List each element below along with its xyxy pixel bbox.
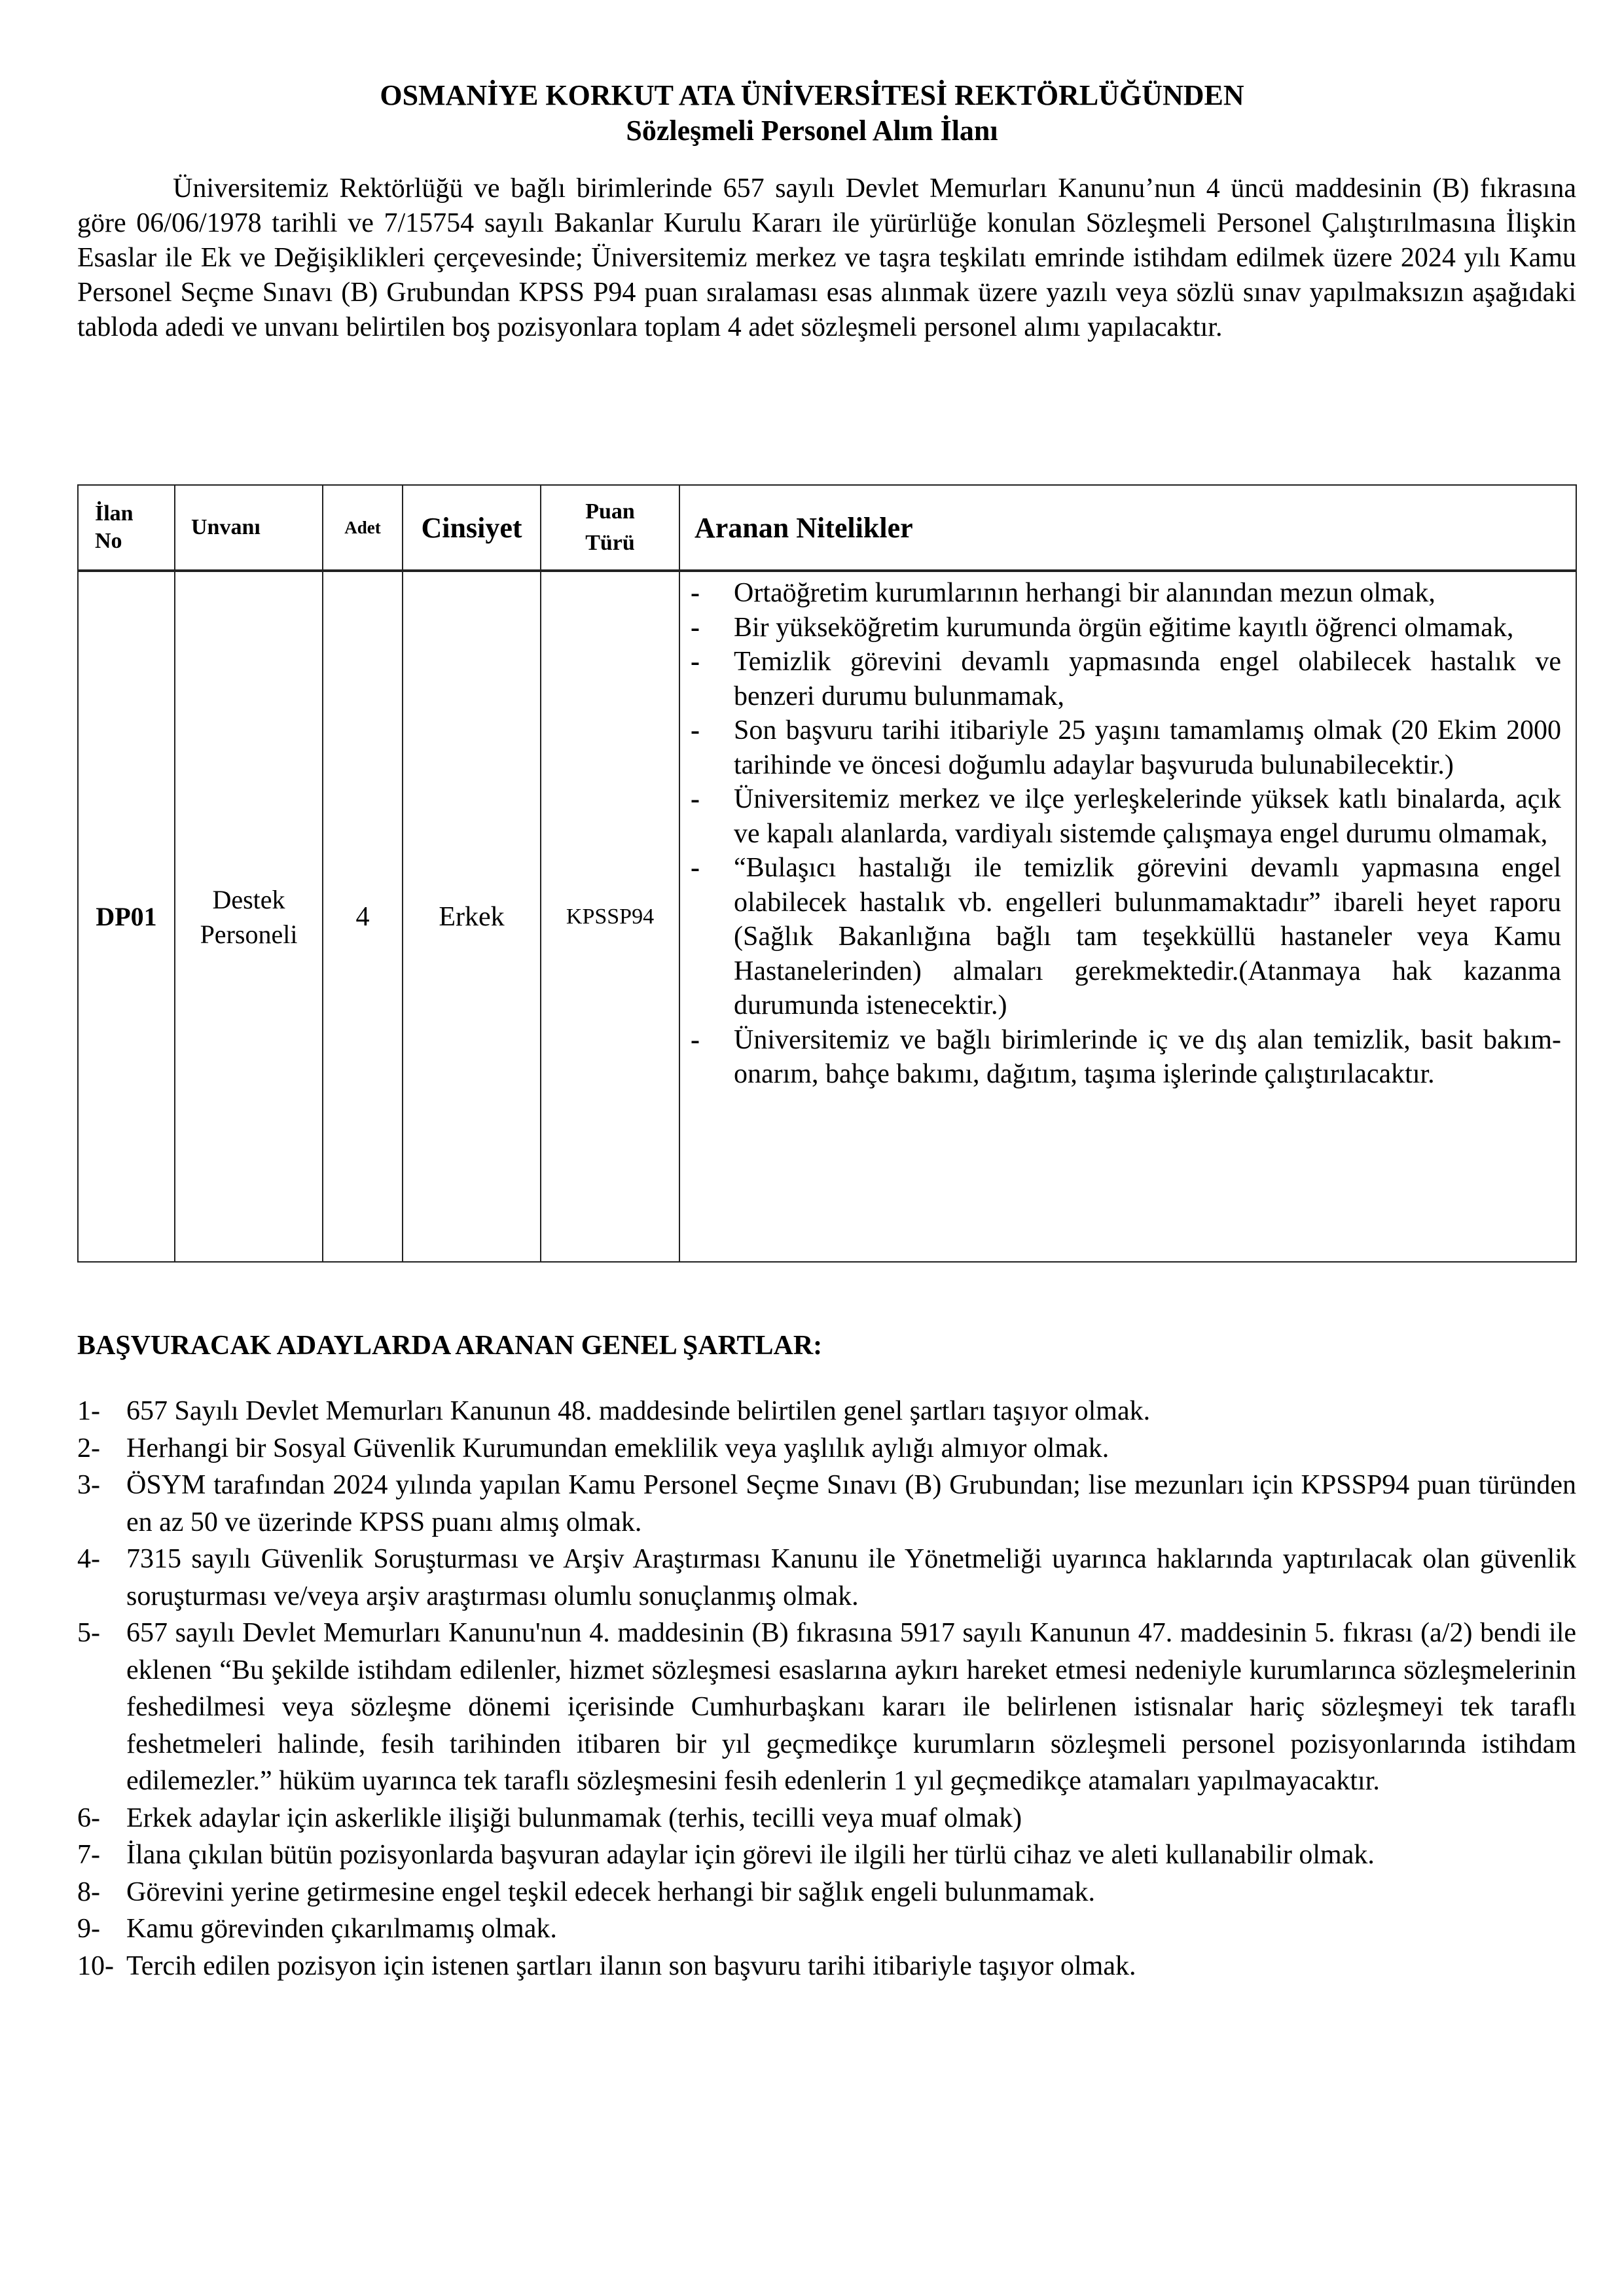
cell-puan-turu: KPSSP94 (541, 571, 679, 1262)
list-item (77, 1874, 1576, 1911)
header-ilan-no-line2: No (95, 529, 122, 553)
list-item (77, 1430, 1576, 1467)
item-number: 4- (77, 1544, 100, 1574)
list-item (691, 713, 1561, 782)
item-number: 10- (77, 1950, 114, 1981)
item-number: 2- (77, 1433, 100, 1463)
list-item (691, 576, 1561, 611)
list-item (77, 1837, 1576, 1874)
requirement-text: Son başvuru tarihi itibariyle 25 yaşını tamamlamış olmak (20 Ekim 2000 tarihinde ve öncesi doğumlu adaylar başvuruda bulunabilecektir.) (734, 715, 1561, 780)
cell-unvan-line2: Personeli (200, 919, 298, 949)
requirement-text: Temizlik görevini devamlı yapmasında engel olabilecek hastalık ve benzeri durumu bulunmamak, (734, 647, 1561, 711)
bullet-dash-icon: - (691, 578, 700, 608)
item-text: Herhangi bir Sosyal Güvenlik Kurumundan emeklilik veya yaşlılık aylığı almıyor olmak. (126, 1433, 1110, 1463)
bullet-dash-icon: - (691, 784, 700, 814)
header-ilan-no (78, 485, 175, 571)
header-unvan: Unvanı (175, 485, 323, 571)
item-text: Tercih edilen pozisyon için istenen şartları ilanın son başvuru tarihi itibariyle taşıyor olmak. (126, 1950, 1136, 1981)
positions-table (77, 484, 1577, 1263)
cell-unvan (175, 571, 323, 1262)
list-item (77, 1393, 1576, 1430)
document-title: OSMANİYE KORKUT ATA ÜNİVERSİTESİ REKTÖRLÜĞÜNDEN (380, 79, 1244, 111)
general-requirements-title: BAŞVURACAK ADAYLARDA ARANAN GENEL ŞARTLAR: (77, 1331, 823, 1361)
general-requirements-list (77, 1393, 1576, 1984)
item-text: Erkek adaylar için askerlikle ilişiği bulunmamak (terhis, tecilli veya muaf olmak) (126, 1803, 1022, 1833)
item-number: 1- (77, 1396, 100, 1426)
table-row (78, 571, 1576, 1262)
cell-aranan-nitelikler (679, 571, 1576, 1262)
header-puan-line1: Puan (585, 499, 635, 524)
bullet-dash-icon: - (691, 1024, 700, 1055)
list-item (77, 1910, 1576, 1948)
requirements-list (691, 576, 1561, 1092)
bullet-dash-icon: - (691, 647, 700, 677)
list-item (77, 1615, 1576, 1800)
item-text: 657 sayılı Devlet Memurları Kanunu'nun 4. maddesinin (B) fıkrasına 5917 sayılı Kanunun 47. maddesinin 5. fıkrası (a/2) bendi ile eklenen “Bu şekilde istihdam edilenler, hizmet sözleşmesi esaslarına aykırı hareket etmesi nedeniyle kurumlarınca sözleşmelerinin feshedilmesi veya sözleşme dönemi içerisinde Cumhurbaşkanı kararı ile belirlenen istisnalar hariç sözleşmeyi tek taraflı feshetmeleri halinde, fesih tarihinden itibaren bir yıl geçmedikçe kurumların sözleşmeli personel pozisyonlarında istihdam edilemezler.” hüküm uyarınca tek taraflı sözleşmesini fesih edenlerin 1 yıl geçmedikçe atamaları yapılmayacaktır. (126, 1618, 1576, 1796)
requirement-text: Üniversitemiz merkez ve ilçe yerleşkelerinde yüksek katlı binalarda, açık ve kapalı alanlarda, vardiyalı sistemde çalışmaya engel durumu olmamak, (734, 784, 1561, 849)
header-adet: Adet (323, 485, 403, 571)
header-cinsiyet: Cinsiyet (403, 485, 541, 571)
list-item (77, 1541, 1576, 1615)
list-item (691, 851, 1561, 1023)
item-text: Görevini yerine getirmesine engel teşkil edecek herhangi bir sağlık engeli bulunmamak. (126, 1876, 1096, 1907)
list-item (77, 1467, 1576, 1541)
item-number: 8- (77, 1876, 100, 1907)
item-text: 657 Sayılı Devlet Memurları Kanunun 48. maddesinde belirtilen genel şartları taşıyor olmak. (126, 1396, 1151, 1426)
list-item (691, 1023, 1561, 1092)
bullet-dash-icon: - (691, 715, 700, 745)
item-number: 9- (77, 1914, 100, 1944)
item-number: 7- (77, 1840, 100, 1870)
requirement-text: Üniversitemiz ve bağlı birimlerinde iç ve dış alan temizlik, basit bakım-onarım, bahçe bakımı, dağıtım, taşıma işlerinde çalıştırılacaktır. (734, 1024, 1561, 1089)
list-item (691, 611, 1561, 645)
header-puan-line2: Türü (585, 531, 635, 555)
item-number: 5- (77, 1618, 100, 1648)
list-item (77, 1800, 1576, 1837)
document-subtitle: Sözleşmeli Personel Alım İlanı (626, 115, 998, 147)
cell-ilan-no: DP01 (78, 571, 175, 1262)
requirement-text: Ortaöğretim kurumlarının herhangi bir alanından mezun olmak, (734, 578, 1435, 608)
header-puan-turu (541, 485, 679, 571)
cell-unvan-line1: Destek (212, 884, 285, 914)
item-text: İlana çıkılan bütün pozisyonlarda başvuran adaylar için görevi ile ilgili her türlü cihaz ve aleti kullanabilir olmak. (126, 1840, 1375, 1870)
cell-cinsiyet: Erkek (403, 571, 541, 1262)
list-item (691, 645, 1561, 713)
intro-paragraph: Üniversitemiz Rektörlüğü ve bağlı birimlerinde 657 sayılı Devlet Memurları Kanunu’nun 4 üncü maddesinin (B) fıkrasına göre 06/06/1978 tarihli ve 7/15754 sayılı Bakanlar Kurulu Kararı ile yürürlüğe konulan Sözleşmeli Personel Çalıştırılmasına İlişkin Esaslar ile Ek ve Değişiklikleri çerçevesinde; Üniversitemiz merkez ve taşra teşkilatı emrinde istihdam edilmek üzere 2024 yılı Kamu Personel Seçme Sınavı (B) Grubundan KPSS P94 puan sıralaması esas alınmak üzere yazılı veya sözlü sınav yapılmaksızın aşağıdaki tabloda adedi ve unvanı belirtilen boş pozisyonlara toplam 4 adet sözleşmeli personel alımı yapılacaktır. (77, 173, 1576, 342)
cell-adet: 4 (323, 571, 403, 1262)
table-header-row (78, 485, 1576, 571)
item-text: 7315 sayılı Güvenlik Soruşturması ve Arşiv Araştırması Kanunu ile Yönetmeliği uyarınca haklarında yaptırılacak olan güvenlik soruşturması ve/veya arşiv araştırması olumlu sonuçlanmış olmak. (126, 1544, 1576, 1611)
item-text: ÖSYM tarafından 2024 yılında yapılan Kamu Personel Seçme Sınavı (B) Grubundan; lise mezunları için KPSSP94 puan türünden en az 50 ve üzerinde KPSS puanı almış olmak. (126, 1470, 1576, 1537)
requirement-text: “Bulaşıcı hastalığı ile temizlik görevini devamlı yapmasına engel olabilecek hastalık vb. engelleri bulunmamaktadır” ibareli heyet raporu (Sağlık Bakanlığına bağlı tam teşekküllü hastaneler veya Kamu Hastanelerinden) almaları gerekmektedir.(Atanmaya hak kazanma durumunda istenecektir.) (734, 853, 1561, 1020)
item-number: 6- (77, 1803, 100, 1833)
header-aranan-nitelikler: Aranan Nitelikler (679, 485, 1576, 571)
list-item (77, 1948, 1576, 1985)
bullet-dash-icon: - (691, 612, 700, 643)
requirement-text: Bir yükseköğretim kurumunda örgün eğitime kayıtlı öğrenci olmamak, (734, 612, 1514, 643)
header-ilan-no-line1: İlan (95, 501, 134, 526)
bullet-dash-icon: - (691, 853, 700, 883)
list-item (691, 782, 1561, 851)
item-number: 3- (77, 1470, 100, 1500)
item-text: Kamu görevinden çıkarılmamış olmak. (126, 1914, 557, 1944)
